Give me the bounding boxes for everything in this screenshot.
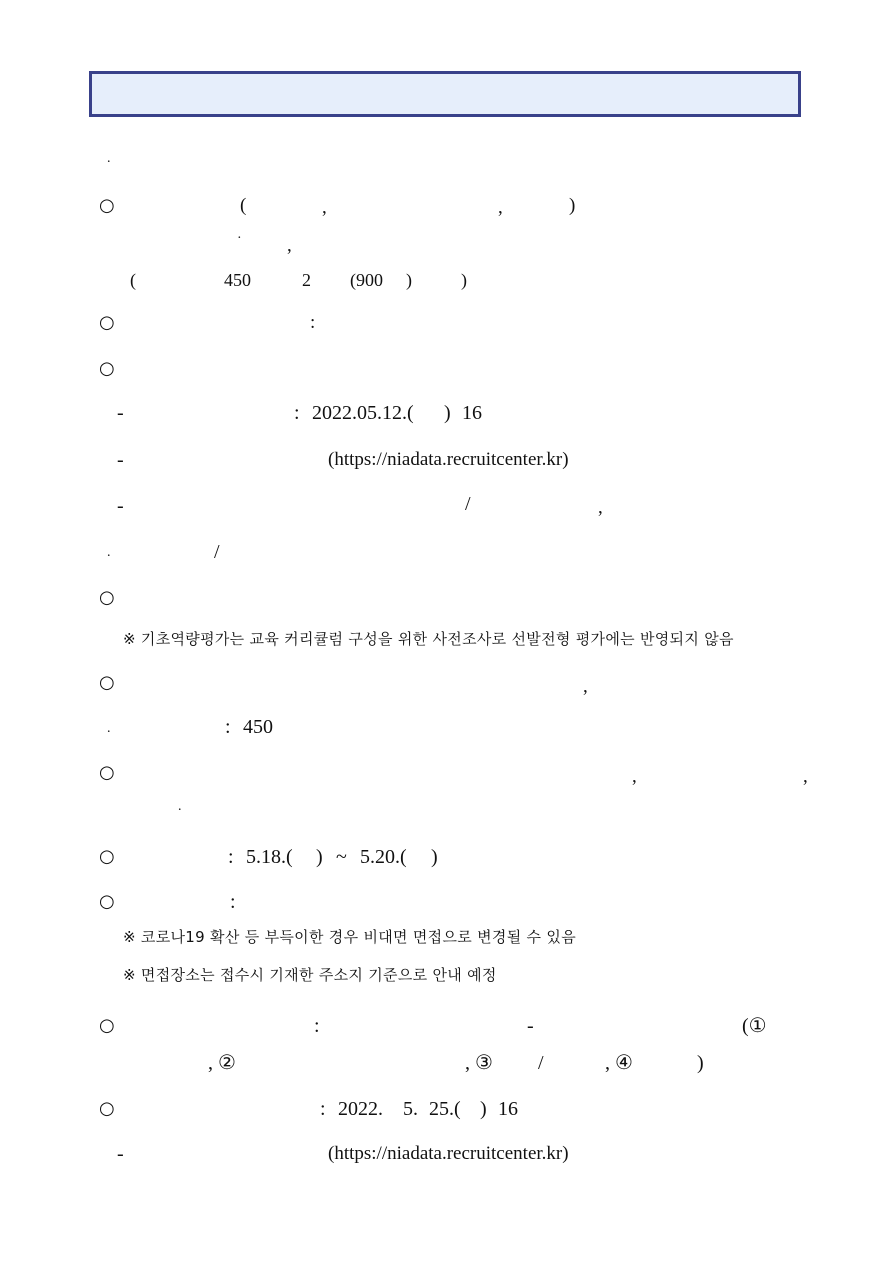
comma-mark: , xyxy=(598,497,603,518)
comma-mark: , xyxy=(632,766,637,787)
dash-bullet: - xyxy=(117,495,124,517)
comma-mark: , xyxy=(322,197,327,218)
circle-bullet: ○ xyxy=(99,1098,115,1119)
number-text: 450 xyxy=(224,270,251,290)
colon-mark: : xyxy=(294,402,300,424)
enum-four: , ④ xyxy=(605,1052,633,1074)
deadline-hour: 16 xyxy=(462,402,482,424)
colon-mark: : xyxy=(314,1015,320,1037)
recruit-site-url: (https://niadata.recruitcenter.kr) xyxy=(328,449,569,470)
paren-open: ( xyxy=(130,270,136,290)
enum-two: , ② xyxy=(208,1052,236,1074)
period-mark: . xyxy=(178,799,182,814)
result-year: 2022. xyxy=(338,1098,383,1120)
circle-bullet: ○ xyxy=(99,195,115,216)
comma-mark: , xyxy=(498,197,503,218)
slash-mark: / xyxy=(538,1052,544,1074)
interview-start-date: 5.18.( xyxy=(246,846,293,868)
recruit-site-url: (https://niadata.recruitcenter.kr) xyxy=(328,1143,569,1164)
paren-close: ) xyxy=(431,846,438,868)
middle-dot: · xyxy=(237,231,242,246)
circle-bullet: ○ xyxy=(99,672,115,693)
circle-bullet: ○ xyxy=(99,587,115,608)
quota-number: 450 xyxy=(243,716,273,738)
colon-mark: : xyxy=(320,1098,326,1120)
paren-close: ) xyxy=(697,1052,704,1074)
comma-mark: , xyxy=(583,676,588,697)
period-mark: . xyxy=(107,545,111,560)
number-text: (900 xyxy=(350,270,383,290)
paren-open: ( xyxy=(240,195,247,216)
comma-mark: , xyxy=(803,766,808,787)
slash-mark: / xyxy=(465,493,471,515)
circle-bullet: ○ xyxy=(99,891,115,912)
colon-mark: : xyxy=(225,716,231,738)
paren-close: ) xyxy=(461,270,467,290)
period-mark: . xyxy=(107,151,111,166)
period-mark: . xyxy=(107,721,111,736)
result-day: 25.( xyxy=(429,1098,461,1120)
section-header-box xyxy=(89,71,801,117)
result-month: 5. xyxy=(403,1098,418,1120)
colon-mark: : xyxy=(228,846,234,868)
paren-close: ) xyxy=(406,270,412,290)
circle-bullet: ○ xyxy=(99,846,115,867)
result-hour: 16 xyxy=(498,1098,518,1120)
colon-mark: : xyxy=(230,891,236,913)
note-covid-interview: ※ 코로나19 확산 등 부득이한 경우 비대면 면접으로 변경될 수 있음 xyxy=(123,928,576,946)
paren-close: ) xyxy=(316,846,323,868)
tilde-mark: ~ xyxy=(336,846,347,868)
slash-mark: / xyxy=(214,541,220,563)
note-interview-location: ※ 면접장소는 접수시 기재한 주소지 기준으로 안내 예정 xyxy=(123,966,497,984)
colon-mark: : xyxy=(310,312,316,333)
dash-bullet: - xyxy=(117,402,124,424)
dash-bullet: - xyxy=(117,1143,124,1165)
paren-close: ) xyxy=(569,195,576,216)
paren-close: ) xyxy=(444,402,451,424)
dash-bullet: - xyxy=(117,449,124,471)
interview-end-date: 5.20.( xyxy=(360,846,407,868)
circle-bullet: ○ xyxy=(99,762,115,783)
comma-mark: , xyxy=(287,235,292,256)
circle-bullet: ○ xyxy=(99,312,115,333)
dash-mark: - xyxy=(527,1015,534,1037)
deadline-date: 2022.05.12.( xyxy=(312,402,414,424)
enum-three: , ③ xyxy=(465,1052,493,1074)
number-text: 2 xyxy=(302,270,311,290)
enum-one: (① xyxy=(742,1015,767,1037)
circle-bullet: ○ xyxy=(99,358,115,379)
note-basic-assessment: ※ 기초역량평가는 교육 커리큘럼 구성을 위한 사전조사로 선발전형 평가에는 반영되지 않음 xyxy=(123,630,734,648)
paren-close: ) xyxy=(480,1098,487,1120)
circle-bullet: ○ xyxy=(99,1015,115,1036)
